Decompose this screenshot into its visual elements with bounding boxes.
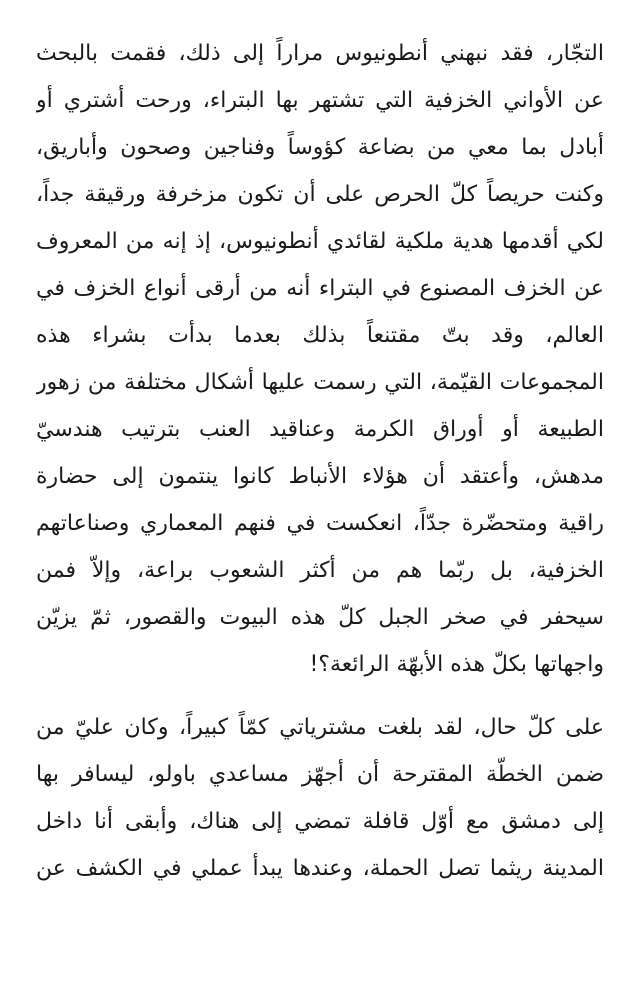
text-line: الطبيعة أو أوراق الكرمة وعناقيد العنب بترتيب هندسيّ [36,417,604,442]
text-line: عن الخزف المصنوع في البتراء أنه من أرقى أنواع الخزف في [36,276,604,301]
text-line: وكنت حريصاً كلّ الحرص على أن تكون مزخرفة ورقيقة جداً، [36,182,604,207]
text-line: واجهاتها بكلّ هذه الأبهّة الرائعة؟! [309,652,604,677]
text-line: أبادل بما معي من بضاعة كؤوساً وفناجين وصحون وأباريق، [36,135,604,160]
paragraph-2 [36,704,604,892]
paragraph-1 [36,30,604,688]
text-line: عن الأواني الخزفية التي تشتهر بها البتراء، ورحت أشتري أو [36,88,604,113]
text-line: راقية ومتحضّرة جدّاً، انعكست في فنهم المعماري وصناعاتهم [36,511,604,536]
text-line: سيحفر في صخر الجبل كلّ هذه البيوت والقصور، ثمّ يزيّن [36,605,604,630]
text-line: على كلّ حال، لقد بلغت مشترياتي كمّاً كبيراً، وكان عليّ من [36,715,604,740]
text-line: المجموعات القيّمة، التي رسمت عليها أشكال مختلفة من زهور [36,370,604,395]
text-line: التجّار، فقد نبهني أنطونيوس مراراً إلى ذلك، فقمت بالبحث [36,41,604,66]
text-line: ضمن الخطّة المقترحة أن أجهّز مساعدي باولو، ليسافر بها [36,762,604,787]
text-line: إلى دمشق مع أوّل قافلة تمضي إلى هناك، وأبقى أنا داخل [36,809,604,834]
text-line: الخزفية، بل ربّما هم من أكثر الشعوب براعة، وإلاّ فمن [36,558,604,583]
text-line: مدهش، وأعتقد أن هؤلاء الأنباط كانوا ينتمون إلى حضارة [36,464,604,489]
text-line: المدينة ريثما تصل الحملة، وعندها يبدأ عملي في الكشف عن [36,856,604,881]
text-line: العالم، وقد بتّ مقتنعاً بذلك بعدما بدأت بشراء هذه [36,323,604,348]
text-line: لكي أقدمها هدية ملكية لقائدي أنطونيوس، إذ إنه من المعروف [36,229,604,254]
